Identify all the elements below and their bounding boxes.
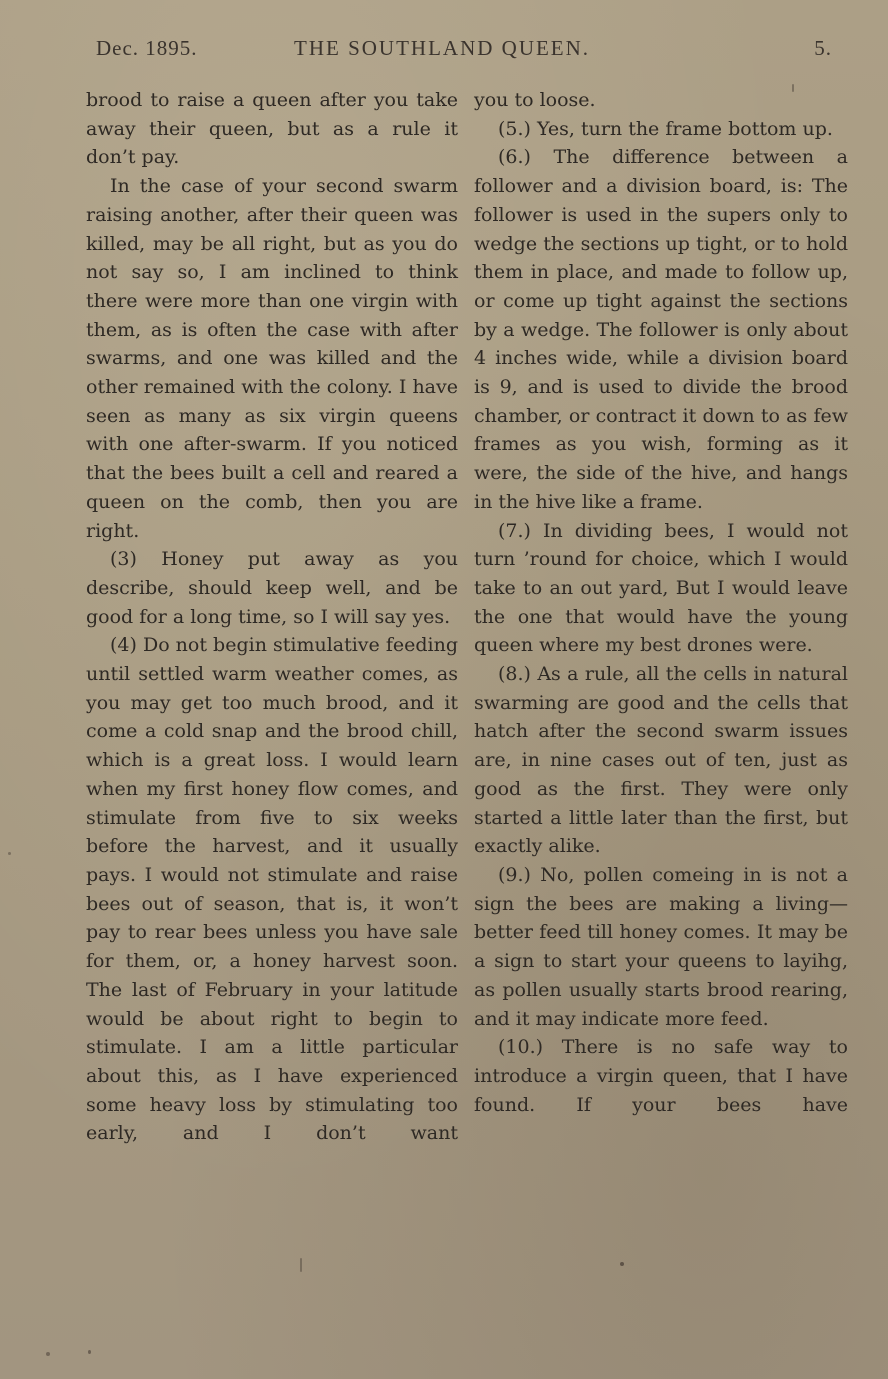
left-column xyxy=(86,86,458,1148)
page-header xyxy=(96,36,832,66)
paper-speck xyxy=(792,84,794,92)
paper-speck xyxy=(300,1258,302,1272)
paper-speck xyxy=(8,852,11,855)
paragraph: (10.) There is no safe way to introduce a virgin queen, that I have found. If your bees have xyxy=(474,1036,848,1116)
paragraph: (4) Do not begin stimulative feeding until settled warm weather comes, as you may get too much brood, and it come a cold snap and the brood chill, which is a great loss. I would learn when my first honey flow comes, and stimulate from five to six weeks before the harvest, and it usually pays. I would not stimulate and raise bees out of season, that is, it won’t pay to rear bees unless you have sale for them, or, a honey harvest soon. The last of February in your latitude would be about right to begin to stimulate. I am a little particular about this, as I have experienced some heavy loss by stimulating too early, and I don’t want xyxy=(86,634,458,1145)
header-date: Dec. 1895. xyxy=(96,36,198,60)
paragraph: brood to raise a queen after you take away their queen, but as a rule it don’t pay. xyxy=(86,89,458,169)
paragraph: (5.) Yes, turn the frame bottom up. xyxy=(498,117,833,140)
paper-speck xyxy=(620,1262,624,1266)
page-number: 5. xyxy=(814,36,832,60)
publication-title: THE SOUTHLAND QUEEN. xyxy=(294,36,591,60)
paragraph: (6.) The difference between a follower and a division board, is: The follower is used in the supers only to wedge the sections up tight, or to hold them in place, and made to follow up, or come up tight against the sections by a wedge. The follower is only about 4 inches wide, while a division board is 9, and is used to divide the brood chamber, or contract it down to as few frames as you wish, forming as it were, the side of the hive, and hangs in the hive like a frame. xyxy=(474,146,848,513)
paper-speck xyxy=(46,1352,50,1356)
paragraph: (8.) As a rule, all the cells in natural swarming are good and the cells that hatch after the second swarm issues are, in nine cases out of ten, just as good as the first. They were only started a little later than the first, but exactly alike. xyxy=(474,663,848,858)
paragraph: (7.) In dividing bees, I would not turn ’round for choice, which I would take to an out yard, But I would leave the one that would have the young queen where my best drones were. xyxy=(474,519,848,657)
paragraph: In the case of your second swarm raising another, after their queen was killed, may be all right, but as you do not say so, I am inclined to think there were more than one virgin with them, as is often the case with after swarms, and one was killed and the other remained with the colony. I have seen as many as six virgin queens with one after-swarm. If you noticed that the bees built a cell and reared a queen on the comb, then you are right. xyxy=(86,175,458,542)
paper-speck xyxy=(88,1350,91,1354)
paragraph: (3) Honey put away as you describe, should keep well, and be good for a long time, so I will say yes. xyxy=(86,548,458,628)
paragraph: you to loose. xyxy=(474,89,596,111)
paragraph: (9.) No, pollen comeing in is not a sign the bees are making a living—better feed till honey comes. It may be a sign to start your queens to layihg, as pollen usually starts brood rearing, and it may indicate more feed. xyxy=(474,863,848,1030)
right-column xyxy=(474,86,848,1119)
